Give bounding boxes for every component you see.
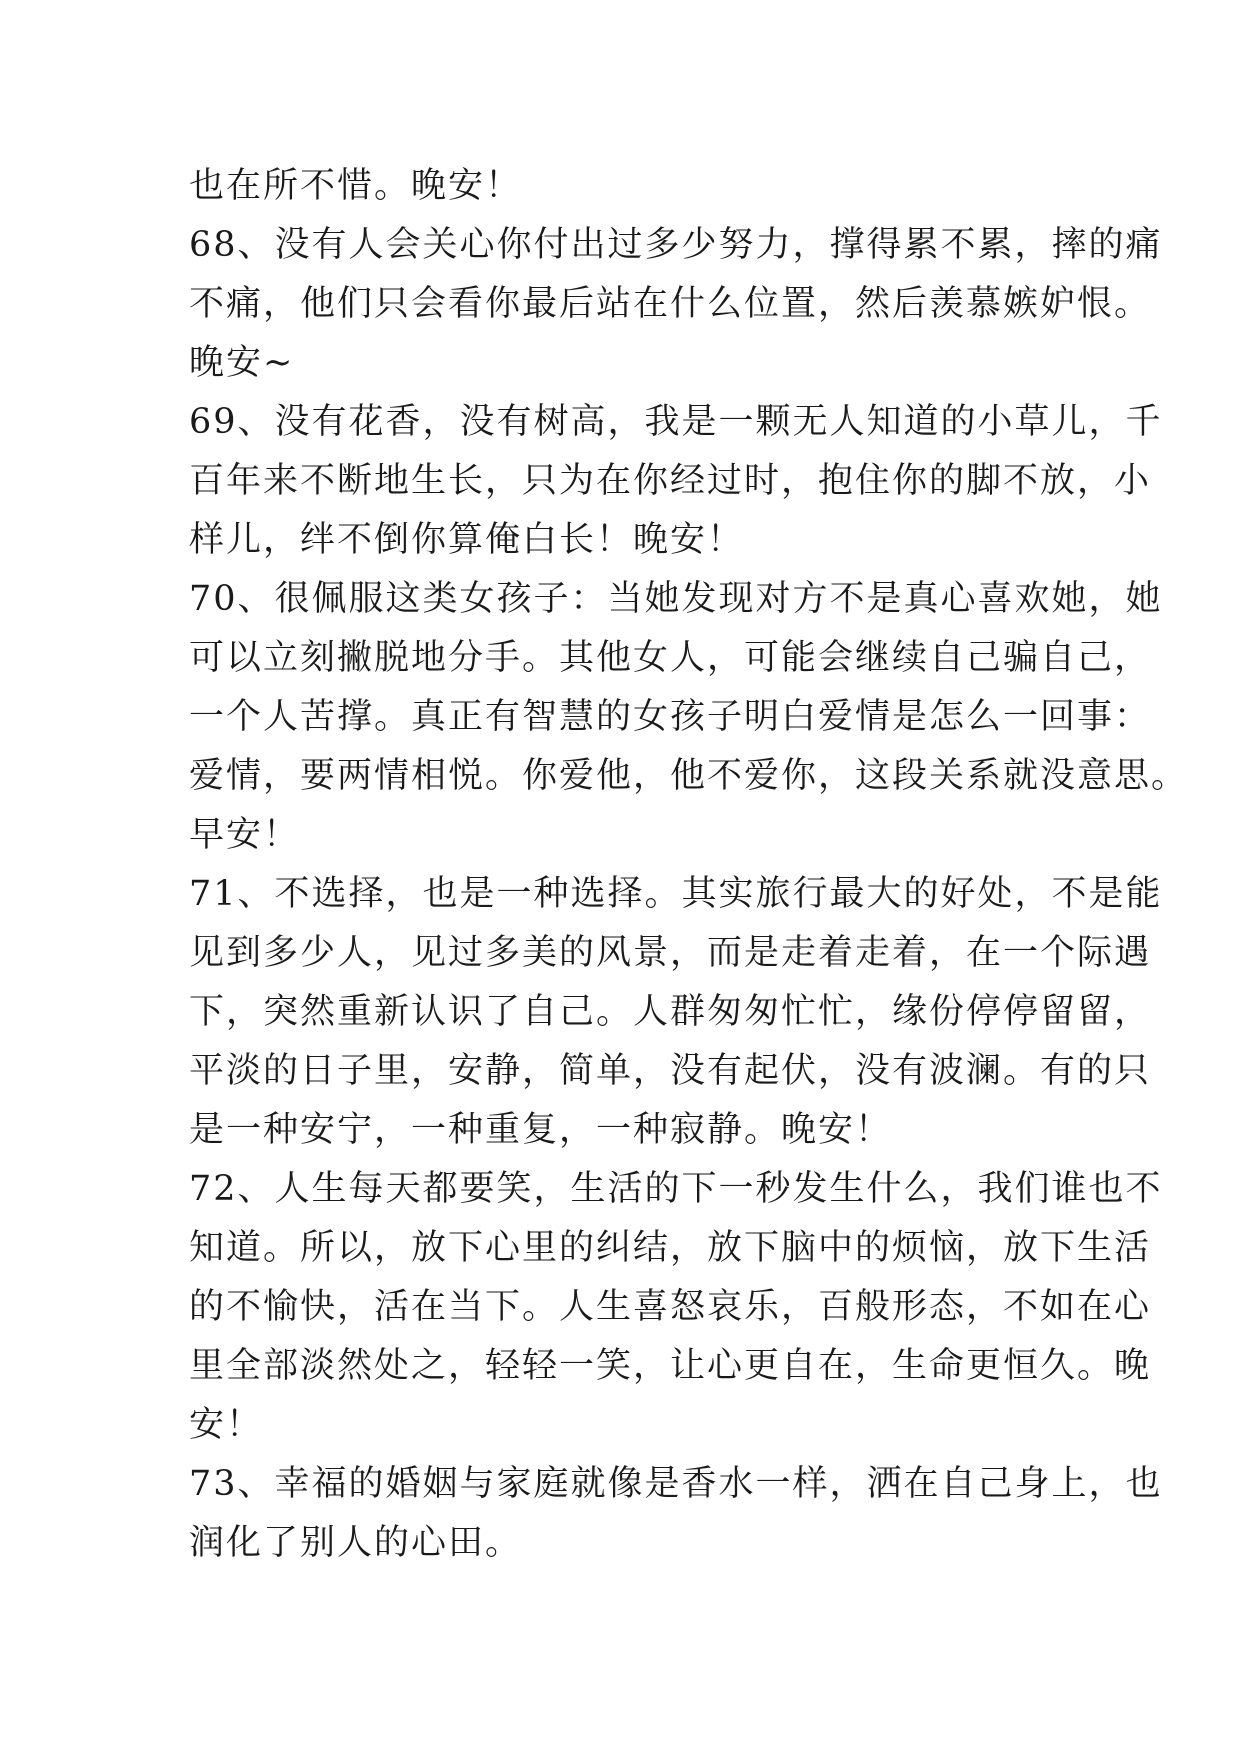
- text-line: 71、不选择，也是一种选择。其实旅行最大的好处，不是能: [189, 874, 1163, 914]
- document-body: [189, 157, 1189, 1573]
- text-line: 知道。所以，放下心里的纠结，放下脑中的烦恼，放下生活: [189, 1228, 1152, 1268]
- text-line: 下，突然重新认识了自己。人群匆匆忙忙，缘份停停留留，: [189, 992, 1152, 1032]
- text-line: 也在所不惜。晚安！: [189, 166, 523, 206]
- text-line: 里全部淡然处之，轻轻一笑，让心更自在，生命更恒久。晚: [189, 1346, 1152, 1386]
- text-line: 润化了别人的心田。: [189, 1523, 523, 1563]
- text-line: 安！: [189, 1405, 264, 1445]
- text-line: 晚安~: [189, 343, 295, 383]
- text-line: 的不愉快，活在当下。人生喜怒哀乐，百般形态，不如在心: [189, 1287, 1152, 1327]
- text-line: 一个人苦撑。真正有智慧的女孩子明白爱情是怎么一回事：: [189, 697, 1152, 737]
- text-line: 68、没有人会关心你付出过多少努力，撑得累不累，摔的痛: [189, 225, 1163, 265]
- text-line: 样儿，绊不倒你算俺白长！晚安！: [189, 520, 745, 560]
- text-line: 见到多少人，见过多美的风景，而是走着走着，在一个际遇: [189, 933, 1152, 973]
- text-line: 不痛，他们只会看你最后站在什么位置，然后羡慕嫉妒恨。: [189, 284, 1152, 324]
- text-line: 70、很佩服这类女孩子：当她发现对方不是真心喜欢她，她: [189, 579, 1163, 619]
- text-line: 百年来不断地生长，只为在你经过时，抱住你的脚不放，小: [189, 461, 1152, 501]
- text-line: 可以立刻撇脱地分手。其他女人，可能会继续自己骗自己，: [189, 638, 1152, 678]
- text-line: 早安！: [189, 815, 301, 855]
- text-line: 73、幸福的婚姻与家庭就像是香水一样，洒在自己身上，也: [189, 1464, 1163, 1504]
- text-line: 爱情，要两情相悦。你爱他，他不爱你，这段关系就没意思。: [189, 756, 1189, 796]
- text-line: 是一种安宁，一种重复，一种寂静。晚安！: [189, 1110, 893, 1150]
- text-line: 69、没有花香，没有树高，我是一颗无人知道的小草儿，千: [189, 402, 1163, 442]
- text-line: 平淡的日子里，安静，简单，没有起伏，没有波澜。有的只: [189, 1051, 1152, 1091]
- text-line: 72、人生每天都要笑，生活的下一秒发生什么，我们谁也不: [189, 1169, 1163, 1209]
